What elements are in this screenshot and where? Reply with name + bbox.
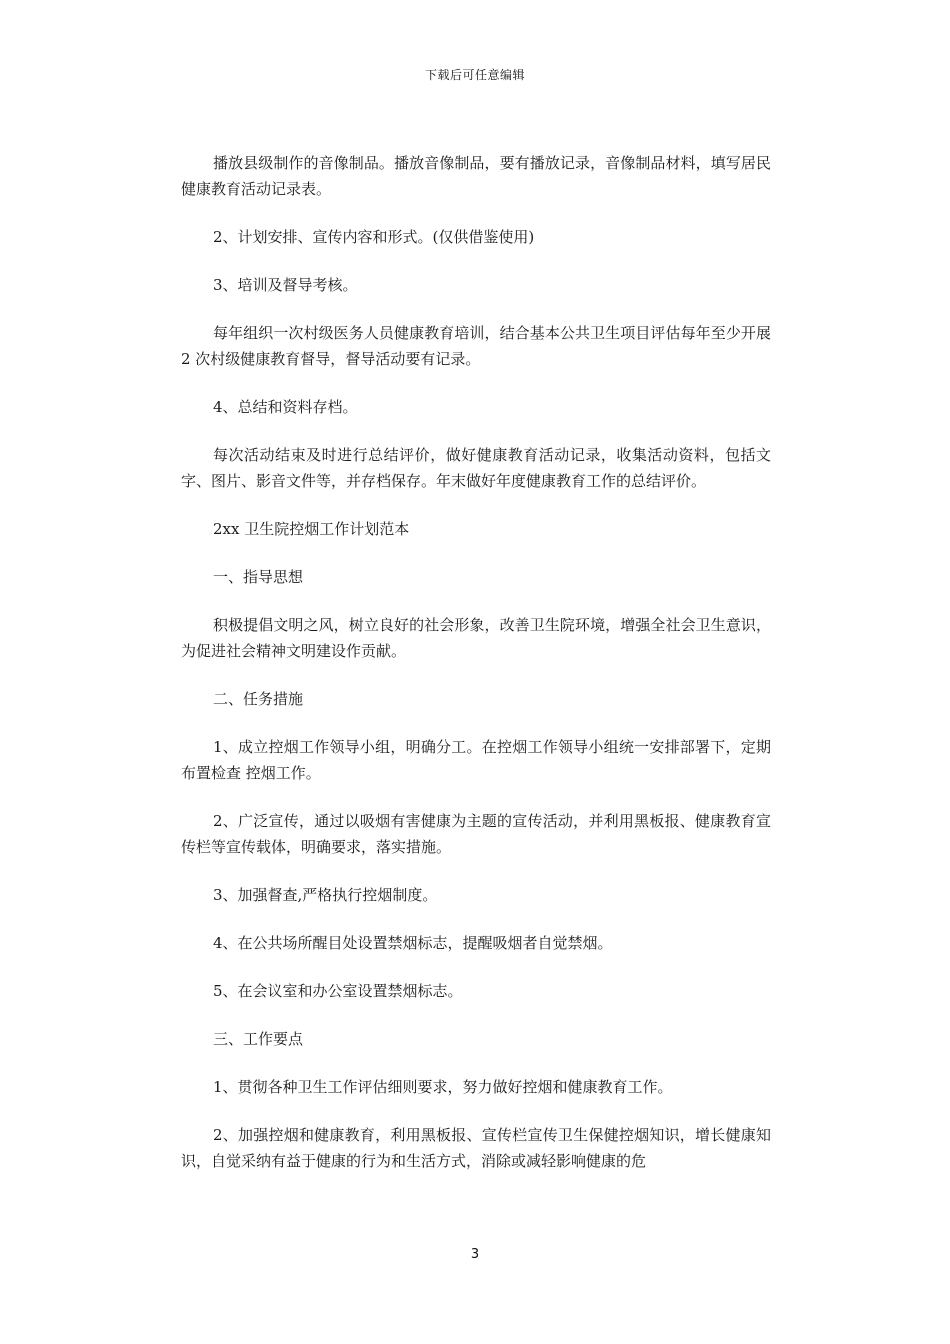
paragraph: 3、培训及督导考核。 [213,276,358,294]
paragraph: 积极提倡文明之风，树立良好的社会形象，改善卫生院环境，增强全社会卫生意识，为促进社会精神文明建设作贡献。 [181,616,771,660]
paragraph: 1、贯彻各种卫生工作评估细则要求，努力做好控烟和健康教育工作。 [213,1078,673,1096]
paragraph: 播放县级制作的音像制品。播放音像制品，要有播放记录，音像制品材料，填写居民健康教育活动记录表。 [181,154,771,198]
paragraph: 每次活动结束及时进行总结评价，做好健康教育活动记录，收集活动资料，包括文字、图片、影音文件等，并存档保存。年末做好年度健康教育工作的总结评价。 [181,446,771,490]
paragraph: 2、加强控烟和健康教育，利用黑板报、宣传栏宣传卫生保健控烟知识，增长健康知识，自觉采纳有益于健康的行为和生活方式，消除或减轻影响健康的危 [181,1126,771,1170]
section-title: 2xx 卫生院控烟工作计划范本 [213,520,410,538]
section-heading: 三、工作要点 [213,1030,304,1048]
page-header: 下载后可任意编辑 [424,68,525,82]
document-body [181,150,771,1196]
paragraph: 3、加强督查,严格执行控烟制度。 [213,886,438,904]
paragraph: 1、成立控烟工作领导小组，明确分工。在控烟工作领导小组统一安排部署下，定期布置检查 控烟工作。 [181,738,771,782]
paragraph: 2、广泛宣传，通过以吸烟有害健康为主题的宣传活动，并利用黑板报、健康教育宣传栏等宣传载体，明确要求，落实措施。 [181,812,771,856]
paragraph: 5、在会议室和办公室设置禁烟标志。 [213,982,463,1000]
section-heading: 二、任务措施 [213,690,304,708]
page-number: 3 [470,1247,480,1262]
paragraph: 4、在公共场所醒目处设置禁烟标志，提醒吸烟者自觉禁烟。 [213,934,613,952]
paragraph: 每年组织一次村级医务人员健康教育培训，结合基本公共卫生项目评估每年至少开展 2 次村级健康教育督导，督导活动要有记录。 [181,324,771,368]
section-heading: 一、指导思想 [213,568,304,586]
paragraph: 2、计划安排、宣传内容和形式。(仅供借鉴使用) [213,228,535,246]
paragraph: 4、总结和资料存档。 [213,398,358,416]
